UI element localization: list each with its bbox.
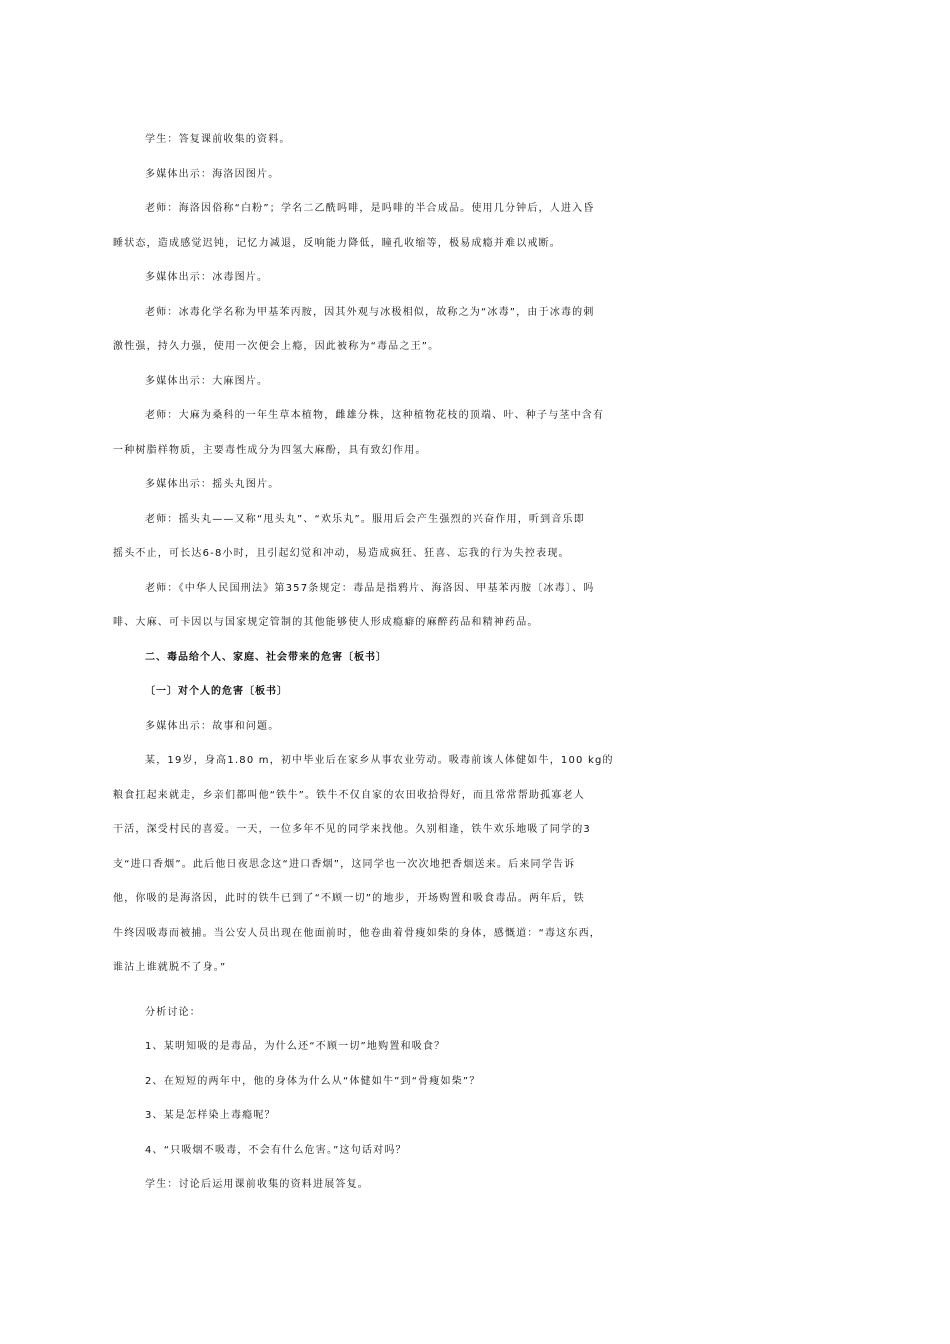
- paragraph-line: 多媒体出示：故事和问题。: [145, 721, 280, 732]
- paragraph-line: 老师：冰毒化学名称为甲基苯丙胺，因其外观与冰极相似，故称之为“冰毒”，由于冰毒的刺: [145, 307, 595, 318]
- paragraph-line: 学生：讨论后运用课前收集的资料进展答复。: [145, 1179, 369, 1190]
- section-heading: 二、毒品给个人、家庭、社会带来的危害〔板书〕: [145, 652, 387, 663]
- paragraph-line: 多媒体出示：海洛因图片。: [145, 169, 280, 180]
- question-item: 3、某是怎样染上毒瘾呢？: [145, 1110, 276, 1121]
- paragraph-line: 老师：摇头丸——又称“甩头丸”、“欢乐丸”。服用后会产生强烈的兴奋作用，听到音乐即: [145, 514, 585, 525]
- paragraph-line: 某，19岁，身高1.80 m，初中毕业后在家乡从事农业劳动。吸毒前该人体健如牛，100 kg的: [145, 755, 614, 766]
- paragraph-line: 多媒体出示：摇头丸图片。: [145, 479, 280, 490]
- paragraph-line: 干活，深受村民的喜爱。一天，一位多年不见的同学来找他。久别相逢，铁牛欢乐地吸了同学的3: [113, 824, 591, 835]
- subsection-heading: 〔一〕对个人的危害〔板书〕: [145, 686, 288, 697]
- paragraph-line: 睡状态，造成感觉迟钝，记忆力减退，反响能力降低，瞳孔收缩等，极易成瘾并难以戒断。: [113, 238, 561, 249]
- paragraph-line: 粮食扛起来就走，乡亲们都叫他“铁牛”。铁牛不仅自家的农田收拾得好，而且常常帮助孤寡老人: [113, 790, 585, 801]
- question-item: 2、在短短的两年中，他的身体为什么从“体健如牛”到“骨瘦如柴”？: [145, 1076, 481, 1087]
- paragraph-line: 谁沾上谁就脱不了身。”: [113, 962, 227, 973]
- paragraph-line: 老师：海洛因俗称“白粉”；学名二乙酰吗啡，是吗啡的半合成品。使用几分钟后，人进入昏: [145, 203, 595, 214]
- paragraph-line: 一种树脂样物质，主要毒性成分为四氢大麻酚，具有致幻作用。: [113, 445, 427, 456]
- paragraph-line: 多媒体出示：冰毒图片。: [145, 272, 269, 283]
- paragraph-line: 老师：大麻为桑科的一年生草本植物，雌雄分株，这种植物花枝的顶端、叶、种子与茎中含有: [145, 410, 605, 421]
- paragraph-line: 分析讨论：: [145, 1007, 201, 1018]
- paragraph-line: 牛终因吸毒而被捕。当公安人员出现在他面前时，他卷曲着骨瘦如柴的身体，感慨道：“毒这东西，: [113, 928, 601, 939]
- paragraph-line: 激性强，持久力强，使用一次便会上瘾，因此被称为“毒品之王”。: [113, 341, 440, 352]
- paragraph-line: 他，你吸的是海洛因，此时的铁牛已到了“不顾一切”的地步，开场购置和吸食毒品。两年后，铁: [113, 893, 585, 904]
- paragraph-line: 老师：《中华人民国刑法》第357条规定：毒品是指鸦片、海洛因、甲基苯丙胺〔冰毒〕、吗: [145, 583, 595, 594]
- paragraph-line: 摇头不止，可长达6-8小时，且引起幻觉和冲动，易造成疯狂、狂喜、忘我的行为失控表现。: [113, 548, 570, 559]
- paragraph-line: 啡、大麻、可卡因以与国家规定管制的其他能够使人形成瘾癖的麻醉药品和精神药品。: [113, 617, 539, 628]
- paragraph-line: 支“进口香烟”。此后他日夜思念这“进口香烟”，这同学也一次次地把香烟送来。后来同学告诉: [113, 859, 576, 870]
- paragraph-line: 多媒体出示：大麻图片。: [145, 376, 269, 387]
- paragraph-line: 学生：答复课前收集的资料。: [145, 134, 291, 145]
- question-item: 4、“只吸烟不吸毒，不会有什么危害。”这句话对吗？: [145, 1145, 407, 1156]
- question-item: 1、某明知吸的是毒品，为什么还“不顾一切”地购置和吸食？: [145, 1041, 446, 1052]
